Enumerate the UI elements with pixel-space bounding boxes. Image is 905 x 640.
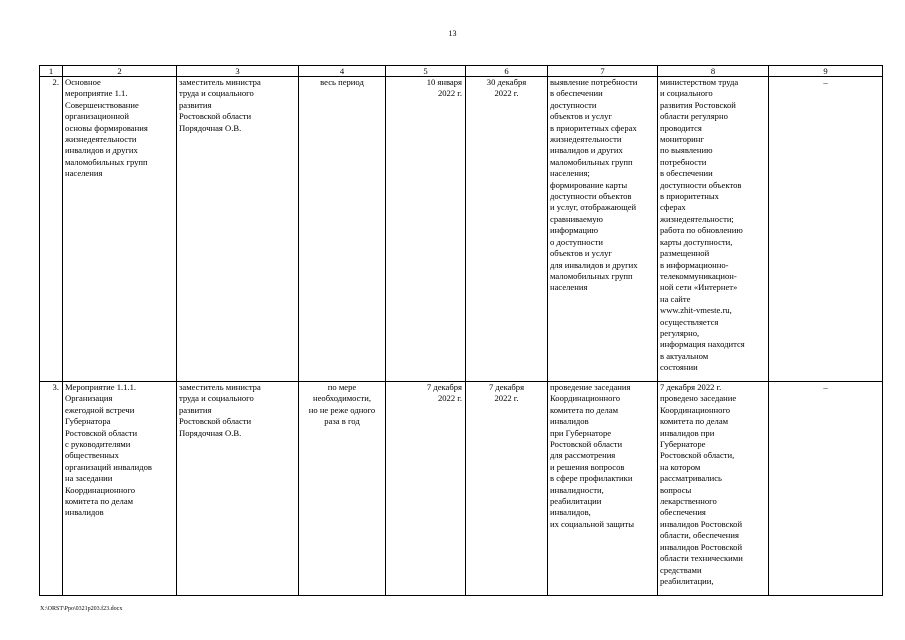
cell-text-line: о доступности: [550, 236, 603, 247]
table-row: [40, 77, 883, 382]
cell-text-line: информацию: [550, 225, 599, 236]
cell-text-line: формирование карты: [550, 179, 628, 190]
cell-text-line: 10 января: [426, 77, 462, 87]
cell-text-line: с руководителями: [65, 439, 131, 450]
cell-text-line: инвалидов и других: [65, 145, 138, 156]
cell-text-line: Координационного: [65, 484, 136, 495]
cell-text-line: средствами: [660, 564, 702, 575]
cell-text-line: жизнедеятельности;: [660, 213, 734, 224]
cell-text-line: Ростовской области: [179, 111, 252, 122]
cell-text-line: Организация: [65, 393, 113, 404]
cell-text-line: проведение заседания: [550, 382, 631, 392]
cell-text-line: области регулярно: [660, 111, 728, 122]
cell-text-line: состоянии: [660, 362, 698, 373]
cell-text-line: маломобильных групп: [550, 270, 633, 281]
start-date-cell: [386, 77, 466, 382]
cell-text-line: вопросы: [660, 484, 692, 495]
expected-result-cell: [548, 77, 658, 382]
header-cell: 9: [769, 66, 883, 77]
cell-text-line: комитета по делам: [660, 416, 729, 427]
cell-text-line: и решения вопросов: [550, 461, 625, 472]
cell-text-line: маломобильных групп: [65, 156, 148, 167]
cell-text-line: инвалидов Ростовской: [660, 541, 743, 552]
row-number: 2.: [40, 77, 63, 382]
cell-text-line: Основное: [65, 77, 101, 87]
cell-text-line: 7 декабря: [488, 382, 525, 392]
cell-text-line: в обеспечении: [550, 88, 603, 99]
cell-text-line: 2022 г.: [494, 393, 519, 404]
cell-text-line: работа по обновлению: [660, 225, 743, 236]
responsible-cell: [177, 77, 299, 382]
responsible-cell: [177, 382, 299, 596]
cell-text-line: инвалидов Ростовской: [660, 518, 743, 529]
cell-text-line: реабилитации: [550, 496, 602, 507]
cell-text-line: инвалидов: [550, 416, 589, 427]
cell-text-line: Порядочная О.В.: [179, 427, 242, 438]
cell-text-line: Губернаторе: [660, 439, 706, 450]
cell-text-line: в сфере профилактики: [550, 473, 633, 484]
cell-text-line: ной сети «Интернет»: [660, 282, 738, 293]
page-number: 13: [448, 29, 457, 38]
table-header-row: [40, 66, 883, 77]
cell-text-line: инвалидов,: [550, 507, 591, 518]
cell-text-line: по выявлению: [660, 145, 713, 156]
cell-text-line: заместитель министра: [179, 382, 261, 392]
cell-text-line: области техническими: [660, 553, 743, 564]
cell-text-line: 2022 г.: [437, 88, 462, 99]
file-path-footer: X:\ORST\Ppo\0321p203.f23.docx: [40, 606, 123, 612]
report-table: [39, 65, 883, 596]
cell-text-line: весь период: [320, 77, 364, 87]
cell-text-line: труда и социального: [179, 393, 254, 404]
cell-text-line: организационной: [65, 111, 129, 122]
start-date-cell: [386, 382, 466, 596]
cell-text-line: для инвалидов и других: [550, 259, 638, 270]
cell-text-line: но не реже одного: [308, 404, 376, 415]
cell-text-line: на заседании: [65, 473, 113, 484]
cell-text-line: проведено заседание: [660, 393, 737, 404]
cell-text-line: труда и социального: [179, 88, 254, 99]
cell-text-line: населения: [65, 168, 103, 179]
cell-text-line: реабилитации,: [660, 575, 714, 586]
cell-text-line: Ростовской области: [65, 427, 138, 438]
cell-text-line: основы формирования: [65, 122, 148, 133]
cell-text-line: информация находится: [660, 339, 745, 350]
cell-text-line: инвалидов: [65, 507, 104, 518]
cell-text-line: 2022 г.: [437, 393, 462, 404]
cell-text-line: маломобильных групп: [550, 156, 633, 167]
end-date-cell: [466, 382, 548, 596]
activity-cell: [63, 382, 177, 596]
cell-text-line: мониторинг: [660, 134, 704, 145]
cell-text-line: сравниваемую: [550, 213, 603, 224]
cell-text-line: Совершенствование: [65, 99, 139, 110]
cell-text-line: регулярно,: [660, 327, 700, 338]
cell-text-line: в информационно-: [660, 259, 729, 270]
cell-text-line: в приоритетных сферах: [550, 122, 637, 133]
header-cell: 4: [299, 66, 386, 77]
cell-text-line: жизнедеятельности: [65, 134, 137, 145]
header-cell: 5: [386, 66, 466, 77]
cell-text-line: размещенной: [660, 248, 710, 259]
cell-text-line: в обеспечении: [660, 168, 713, 179]
period-cell: [299, 382, 386, 596]
cell-text-line: организаций инвалидов: [65, 461, 152, 472]
cell-text-line: проводится: [660, 122, 702, 133]
cell-text-line: доступности объектов: [660, 179, 742, 190]
cell-text-line: телекоммуникацион-: [660, 270, 737, 281]
cell-text-line: карты доступности,: [660, 236, 733, 247]
cell-text-line: обеспечения: [660, 507, 706, 518]
cell-text-line: в актуальном: [660, 350, 709, 361]
cell-text-line: сферах: [660, 202, 686, 213]
header-cell: 6: [466, 66, 548, 77]
cell-text-line: области, обеспечения: [660, 530, 739, 541]
cell-text-line: Координационного: [550, 393, 621, 404]
cell-text-line: Ростовской области: [550, 439, 623, 450]
cell-text-line: Координационного: [660, 404, 731, 415]
header-cell: 8: [658, 66, 769, 77]
cell-text-line: заместитель министра: [179, 77, 261, 87]
cell-text-line: инвалидов и других: [550, 145, 623, 156]
activity-cell: [63, 77, 177, 382]
cell-text-line: 30 декабря: [486, 77, 527, 87]
header-cell: 2: [63, 66, 177, 77]
cell-text-line: рассматривались: [660, 473, 722, 484]
cell-text-line: при Губернаторе: [550, 427, 612, 438]
cell-text-line: на сайте: [660, 293, 691, 304]
cell-text-line: населения;: [550, 168, 590, 179]
period-cell: [299, 77, 386, 382]
actual-result-cell: [658, 382, 769, 596]
cell-text-line: на котором: [660, 461, 701, 472]
cell-text-line: и услуг, отображающей: [550, 202, 637, 213]
cell-text-line: по мере: [327, 382, 357, 392]
row-number: 3.: [40, 382, 63, 596]
cell-text-line: комитета по делам: [65, 496, 134, 507]
cell-text-line: 7 декабря 2022 г.: [660, 382, 722, 392]
cell-text-line: лекарственного: [660, 496, 717, 507]
cell-text-line: и социального: [660, 88, 713, 99]
cell-text-line: населения: [550, 282, 588, 293]
cell-text-line: комитета по делам: [550, 404, 619, 415]
cell-text-line: общественных: [65, 450, 119, 461]
cell-text-line: Порядочная О.В.: [179, 122, 242, 133]
header-cell: 7: [548, 66, 658, 77]
end-date-cell: [466, 77, 548, 382]
cell-text-line: развития Ростовской: [660, 99, 736, 110]
cell-text-line: инвалидности,: [550, 484, 604, 495]
cell-text-line: осуществляется: [660, 316, 719, 327]
expected-result-cell: [548, 382, 658, 596]
cell-text-line: раза в год: [324, 416, 360, 427]
cell-text-line: развития: [179, 404, 212, 415]
header-cell: 3: [177, 66, 299, 77]
cell-text-line: выявление потребности: [550, 77, 638, 87]
cell-text-line: объектов и услуг: [550, 248, 612, 259]
header-cell: 1: [40, 66, 63, 77]
cell-text-line: доступности объектов: [550, 191, 632, 202]
cell-text-line: необходимости,: [312, 393, 371, 404]
cell-text-line: жизнедеятельности: [550, 134, 622, 145]
cell-text-line: их социальной защиты: [550, 518, 635, 529]
cell-text-line: Мероприятие 1.1.1.: [65, 382, 137, 392]
cell-text-line: развития: [179, 99, 212, 110]
cell-text-line: доступности: [550, 99, 597, 110]
actual-result-cell: [658, 77, 769, 382]
cell-text-line: в приоритетных: [660, 191, 719, 202]
cell-text-line: министерством труда: [660, 77, 739, 87]
cell-text-line: ежегодной встречи: [65, 404, 135, 415]
cell-text-line: 2022 г.: [494, 88, 519, 99]
cell-text-line: мероприятие 1.1.: [65, 88, 128, 99]
note-cell: –: [769, 77, 883, 382]
cell-text-line: 7 декабря: [426, 382, 462, 392]
cell-text-line: Губернатора: [65, 416, 111, 427]
cell-text-line: потребности: [660, 156, 707, 167]
cell-text-line: для рассмотрения: [550, 450, 616, 461]
cell-text-line: инвалидов при: [660, 427, 715, 438]
note-cell: –: [769, 382, 883, 596]
cell-text-line: объектов и услуг: [550, 111, 612, 122]
cell-text-line: Ростовской области: [179, 416, 252, 427]
cell-text-line: www.zhit-vmeste.ru,: [660, 305, 732, 316]
table-row: [40, 382, 883, 596]
cell-text-line: Ростовской области,: [660, 450, 735, 461]
